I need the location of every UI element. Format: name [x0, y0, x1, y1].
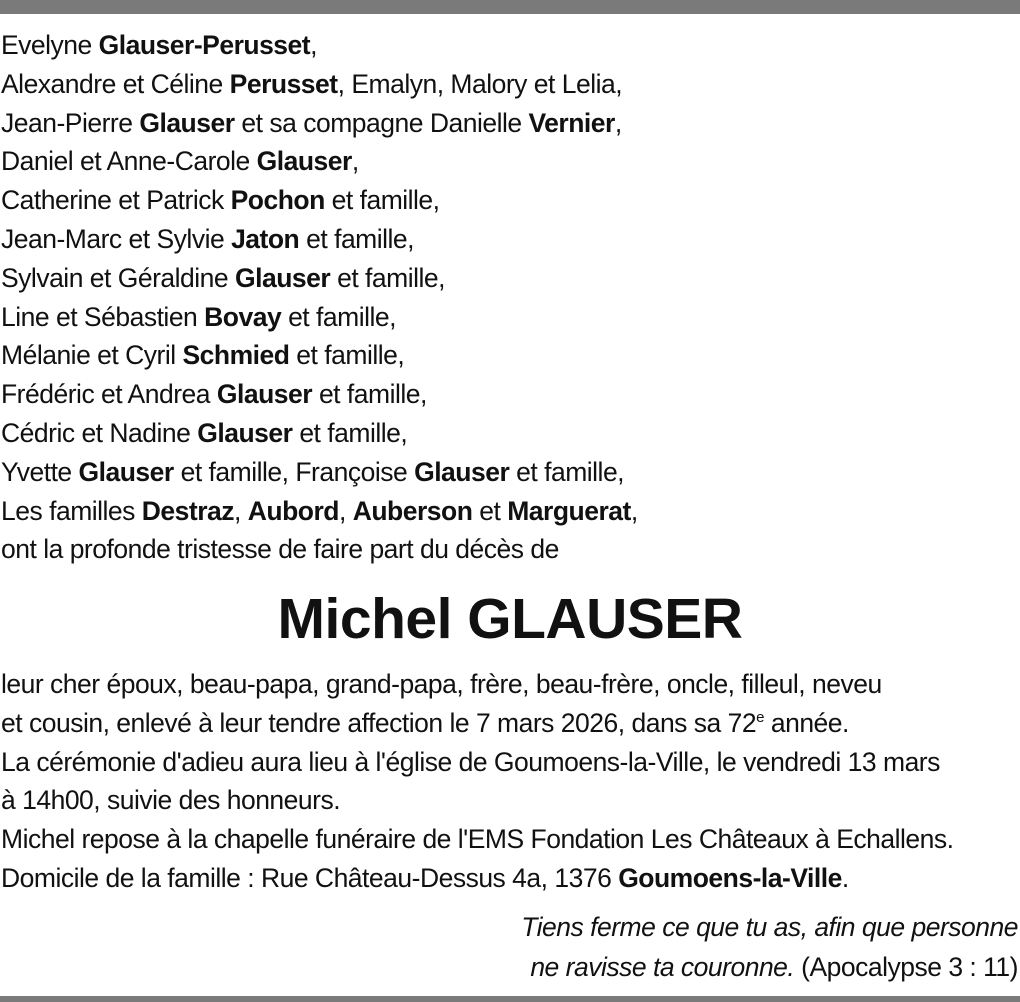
text-segment: Sylvain et Géraldine [1, 262, 236, 293]
bold-name: Aubord [247, 495, 339, 526]
mourner-line [1, 453, 1020, 492]
bold-name: Bovay [204, 301, 282, 332]
bold-name: Perusset [229, 68, 338, 99]
bold-name: Glauser [78, 456, 174, 487]
text-segment: Mélanie et Cyril [1, 340, 183, 371]
bold-name: Glauser [139, 107, 235, 138]
mourner-line [1, 181, 1020, 220]
bold-name: Glauser [235, 262, 331, 293]
text-segment: Frédéric et Andrea [1, 379, 217, 410]
text-segment: Jean-Pierre [1, 107, 140, 138]
superscript: e [756, 708, 764, 726]
mourner-line [1, 220, 1020, 259]
text-segment: ont la profonde tristesse de faire part du décès de [1, 534, 559, 565]
text-segment: et famille, [299, 223, 415, 254]
body-line [1, 859, 1020, 898]
mourner-line [1, 65, 1020, 104]
quote-line-1 [318, 907, 1018, 947]
text-segment: Michel repose à la chapelle funéraire de l'EMS Fondation Les Châteaux à Echallens. [1, 824, 954, 855]
text-segment: Domicile de la famille : Rue Château-Dessus 4a, 1376 [1, 862, 619, 893]
quote-text-1: Tiens ferme ce que tu as, afin que personne [521, 912, 1018, 942]
bold-name: Glauser [256, 146, 352, 177]
body-line [1, 820, 1020, 859]
bold-name: Destraz [141, 495, 235, 526]
bold-name: Schmied [182, 340, 290, 371]
bold-name: Glauser [414, 456, 510, 487]
mourner-line [1, 336, 1020, 375]
text-segment: et famille, [324, 185, 440, 216]
bold-name: Marguerat [507, 495, 631, 526]
announcement-body [1, 665, 1020, 898]
quote-reference: (Apocalypse 3 : 11) [794, 952, 1018, 982]
mourner-line [1, 259, 1020, 298]
text-segment: et famille, Françoise [173, 456, 415, 487]
bold-name: Vernier [528, 107, 615, 138]
mourner-line [1, 26, 1020, 65]
text-segment: et [472, 495, 508, 526]
text-segment: , [338, 495, 353, 526]
text-segment: et famille, [292, 417, 408, 448]
text-segment: Catherine et Patrick [1, 185, 231, 216]
text-segment: La cérémonie d'adieu aura lieu à l'église de Goumoens-la-Ville, le vendredi 13 mars [1, 746, 940, 777]
text-segment: Yvette [1, 456, 79, 487]
text-segment: et famille, [312, 379, 427, 410]
mourner-line [1, 414, 1020, 453]
text-segment: , [234, 495, 248, 526]
mourner-line [1, 142, 1020, 181]
bold-name: Glauser-Perusset [98, 30, 311, 60]
text-segment: à 14h00, suivie des honneurs. [1, 785, 341, 816]
body-line [1, 743, 1020, 782]
text-segment: et famille, [289, 340, 405, 371]
mourners-list [1, 26, 1020, 569]
top-divider [0, 0, 1020, 14]
text-segment: Les familles [1, 495, 142, 526]
body-line [1, 704, 1020, 743]
body-line [1, 665, 1020, 704]
bible-quote [318, 907, 1018, 987]
text-segment: et cousin, enlevé à leur tendre affection le 7 mars 2026, dans sa 72 [1, 707, 757, 738]
mourner-line [1, 104, 1020, 143]
bold-name: Pochon [230, 185, 325, 216]
quote-line-2 [318, 947, 1018, 987]
deceased-name: Michel GLAUSER [277, 587, 743, 651]
text-segment: Alexandre et Céline [1, 68, 230, 99]
text-segment: , [614, 107, 622, 138]
text-segment: et famille, [281, 301, 396, 332]
text-segment: leur cher époux, beau-papa, grand-papa, frère, beau-frère, oncle, filleul, neveu [1, 669, 882, 699]
text-segment: , [351, 146, 359, 177]
text-segment: et famille, [509, 456, 625, 487]
quote-text-2: ne ravisse ta couronne. [530, 952, 795, 982]
bold-name: Goumoens-la-Ville [618, 862, 842, 893]
body-line [1, 781, 1020, 820]
mourner-line [1, 530, 1020, 569]
text-segment: , Emalyn, Malory et Lelia, [337, 68, 623, 99]
text-segment: Jean-Marc et Sylvie [1, 223, 232, 254]
text-segment: , [630, 495, 638, 526]
text-segment: et sa compagne Danielle [234, 107, 529, 138]
bottom-divider [0, 996, 1020, 1002]
mourner-line [1, 375, 1020, 414]
text-segment: Daniel et Anne-Carole [1, 146, 257, 177]
text-segment: Cédric et Nadine [1, 417, 198, 448]
text-segment: et famille, [330, 262, 445, 293]
text-segment: , [310, 30, 317, 60]
text-segment: . [841, 862, 849, 893]
text-segment: Evelyne [1, 30, 99, 60]
bold-name: Auberson [352, 495, 473, 526]
text-segment: Line et Sébastien [1, 301, 205, 332]
text-segment: année. [763, 707, 849, 738]
mourner-line [1, 492, 1020, 531]
bold-name: Jaton [231, 223, 300, 254]
bold-name: Glauser [197, 417, 293, 448]
mourner-line [1, 298, 1020, 337]
bold-name: Glauser [216, 379, 313, 410]
